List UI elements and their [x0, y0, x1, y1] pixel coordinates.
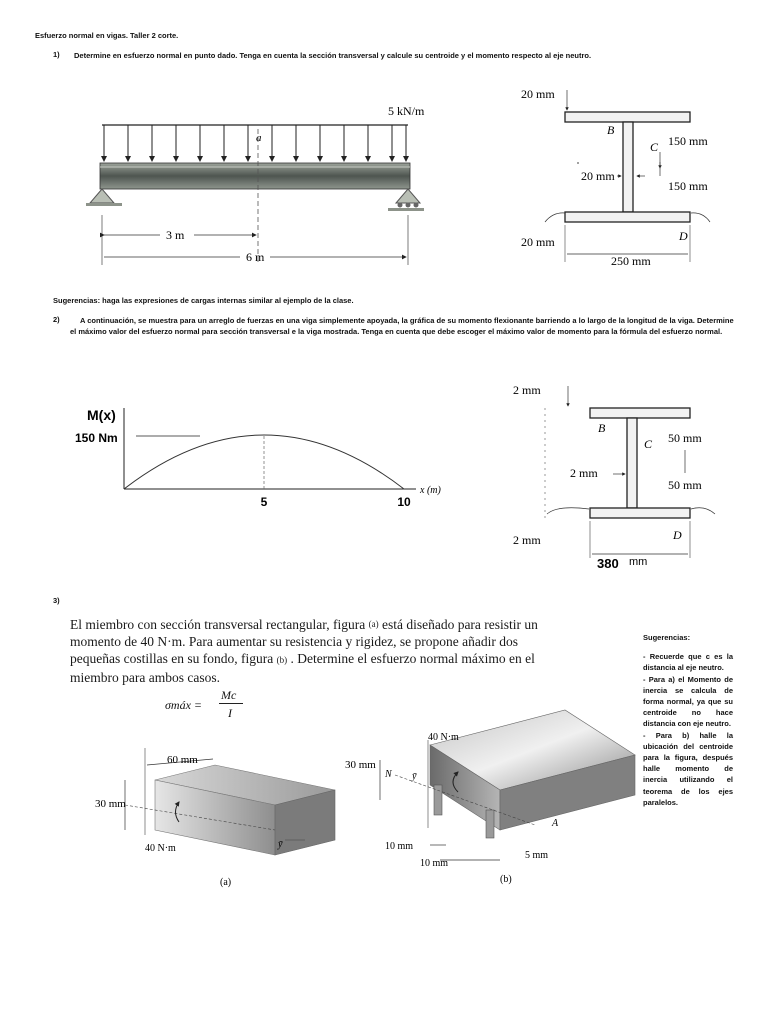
fig-b-dim-3: 5 mm: [525, 850, 549, 861]
hints-title: Sugerencias:: [643, 633, 691, 642]
web: [623, 122, 633, 212]
top-flange: [590, 408, 690, 418]
q2-number: 2): [53, 315, 60, 324]
hint-case-a: - Para a) el Momento de inercia se calcula de forma normal, ya que su centroide no hace distancia con eje neutro.: [643, 674, 733, 729]
q3-text-a: El miembro con sección transversal rectangular, figura: [70, 617, 366, 632]
formula-den: I: [228, 706, 232, 720]
hint-case-b: - Para b) halle la ubicación del centroide para la figura, después halle momento de inercia utilizando el teorema de los ejes paralelos.: [643, 730, 733, 807]
label-c: C: [650, 140, 659, 154]
point-a-label: a: [256, 132, 262, 144]
tick-5: 5: [260, 495, 268, 509]
bottom-flange-dim: 2 mm: [513, 533, 541, 547]
q3-hints: [643, 632, 733, 808]
width-unit: mm: [629, 556, 648, 568]
bottom-flange: [565, 212, 690, 222]
label-d: D: [673, 528, 682, 542]
load-label: 5 kN/m: [388, 104, 425, 118]
q3-tag-a: (a): [368, 619, 379, 629]
q1-i-section: [505, 80, 725, 275]
fig-b-ribbed-block: [340, 700, 640, 895]
fig-b-dim-1: 10 mm: [385, 841, 414, 852]
hint-1: Sugerencias: haga las expresiones de cargas internas similar al ejemplo de la clase.: [53, 296, 354, 305]
lower-half-dim: 150 mm: [668, 179, 708, 193]
fig-b-dim-2: 10 mm: [420, 858, 449, 869]
load-arrows: [104, 125, 406, 161]
hint-c-distance: - Recuerde que c es la distancia al eje neutro.: [643, 652, 733, 673]
fig-a-ybar: ȳ: [278, 839, 283, 850]
fig-a-caption: (a): [220, 877, 232, 888]
pin-support: [86, 189, 122, 206]
plot-ylabel: M(x): [87, 407, 116, 423]
label-c: C: [644, 437, 653, 451]
tick-10: 10: [397, 495, 411, 509]
fig-a-moment: 40 N·m: [145, 843, 176, 854]
fig-a-width: 60 mm: [167, 754, 198, 766]
upper-half-dim: 150 mm: [668, 134, 708, 148]
lower-half-dim: 50 mm: [668, 478, 702, 492]
q1-number: 1): [53, 50, 60, 59]
width-dim: 250 mm: [611, 254, 651, 268]
formula-num: Mc: [221, 688, 237, 702]
plot-ymax-label: 150 Nm: [75, 431, 118, 445]
formula-lhs: σmáx =: [165, 698, 203, 712]
bottom-flange: [590, 508, 690, 518]
web: [627, 418, 637, 508]
fig-b-ybar: ȳ: [412, 771, 417, 782]
q1-text: Determine en esfuerzo normal en punto dado. Tenga en cuenta la sección transversal y calcule su centroide y el momento respecto al eje neutro.: [74, 51, 592, 60]
q3-text-b: está diseñado para resistir un momento de 40 N·m. Para aumentar su resistencia y rigidez, se propone añadir dos pequeñas costillas en su fondo, figura: [70, 617, 538, 666]
plot-xlabel: x (m): [420, 485, 441, 496]
upper-half-dim: 50 mm: [668, 431, 702, 445]
document-title: Esfuerzo normal en vigas. Taller 2 corte.: [35, 31, 179, 40]
fig-a-height: 30 mm: [95, 798, 126, 810]
q2-i-section: [505, 378, 725, 573]
roller-support: [388, 189, 424, 211]
fig-b-n: N: [385, 769, 392, 780]
dim-3m: 3 m: [166, 228, 185, 242]
q1-beam-figure: [90, 95, 425, 270]
label-b: B: [598, 421, 606, 435]
label-b: B: [607, 123, 615, 137]
q2-text: A continuación, se muestra para un arreglo de fuerzas en una viga simplemente apoyada, la gráfica de su momento flexionante barriendo a lo largo de la longitud de la viga. Determine el máximo valor del esfuerzo normal para sección transversal e la viga mostrada. Tenga en cuenta que debe escoger el máximo valor de momento para la fórmula del esfuerzo normal.: [70, 316, 734, 336]
top-flange: [565, 112, 690, 122]
q3-statement: [70, 616, 540, 686]
top-flange-dim: 2 mm: [513, 383, 541, 397]
q2-moment-plot: [68, 398, 468, 518]
q3-number: 3): [53, 596, 60, 605]
label-d: D: [679, 229, 688, 243]
fig-a-block: [75, 735, 345, 895]
dim-6m: 6 m: [246, 250, 265, 264]
fig-b-a: A: [552, 818, 559, 829]
fig-b-moment: 40 N·m: [428, 732, 459, 743]
width-value: 380: [597, 556, 619, 571]
fig-b-height: 30 mm: [345, 759, 376, 771]
q3-tag-b: (b): [276, 655, 288, 665]
web-dim: 2 mm: [570, 466, 598, 480]
bottom-flange-dim: 20 mm: [521, 235, 555, 249]
web-dim: 20 mm: [581, 169, 615, 183]
top-flange-dim: 20 mm: [521, 87, 555, 101]
fig-b-caption: (b): [500, 874, 512, 885]
q3-text-c: . Determine el esfuerzo normal máximo en el miembro para ambos casos.: [70, 651, 535, 685]
